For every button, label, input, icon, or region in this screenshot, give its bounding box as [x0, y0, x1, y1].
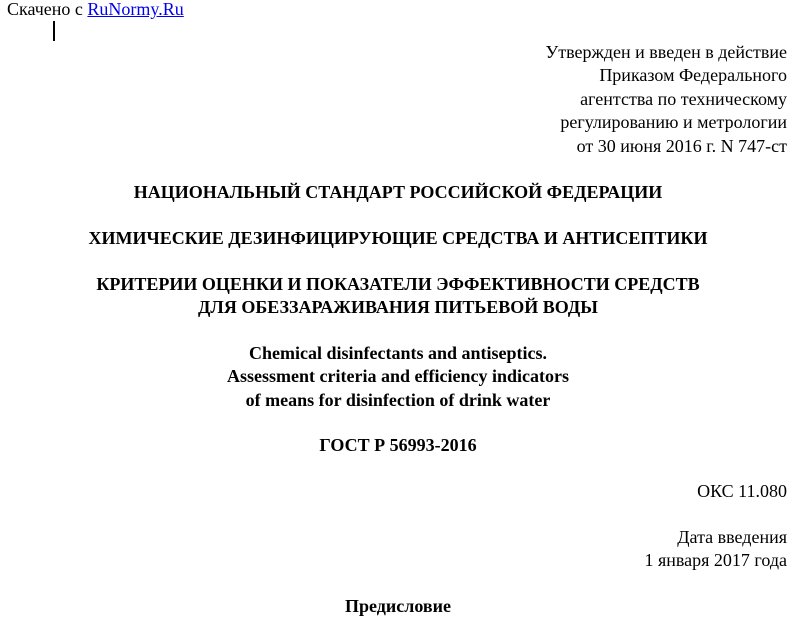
english-title-line: of means for disinfection of drink water [245, 389, 551, 410]
english-title-line: Assessment criteria and efficiency indicators [227, 366, 569, 387]
english-title-line: Chemical disinfectants and antiseptics. [248, 343, 547, 363]
source-prefix: Скачено с [7, 0, 83, 19]
criteria-title-line: КРИТЕРИИ ОЦЕНКИ И ПОКАЗАТЕЛИ ЭФФЕКТИВНОСТИ СРЕДСТВ [96, 274, 700, 294]
approval-line: от 30 июня 2016 г. N 747-ст [576, 135, 787, 156]
approval-line: Утвержден и введен в действие [545, 42, 787, 62]
approval-line: агентства по техническому [580, 88, 787, 109]
subject-title: ХИМИЧЕСКИЕ ДЕЗИНФИЦИРУЮЩИЕ СРЕДСТВА И АНТИСЕПТИКИ [88, 228, 708, 248]
approval-block [545, 41, 787, 158]
english-title [0, 342, 790, 412]
oks-code: ОКС 11.080 [697, 481, 787, 501]
standard-designation: ГОСТ Р 56993-2016 [319, 435, 477, 455]
national-standard-title: НАЦИОНАЛЬНЫЙ СТАНДАРТ РОССИЙСКОЙ ФЕДЕРАЦИИ [133, 182, 663, 202]
criteria-title [0, 273, 790, 319]
runormy-link[interactable]: RuNormy.Ru [87, 0, 184, 19]
source-line [7, 0, 184, 20]
intro-date-value: 1 января 2017 года [644, 550, 787, 571]
intro-date-block [644, 526, 787, 573]
criteria-title-line: ДЛЯ ОБЕЗЗАРАЖИВАНИЯ ПИТЬЕВОЙ ВОДЫ [198, 297, 598, 317]
text-cursor [53, 21, 55, 41]
intro-date-label: Дата введения [677, 527, 787, 547]
approval-line: Приказом Федерального [599, 65, 787, 86]
foreword-heading: Предисловие [345, 596, 451, 616]
approval-line: регулированию и метрологии [560, 112, 787, 133]
